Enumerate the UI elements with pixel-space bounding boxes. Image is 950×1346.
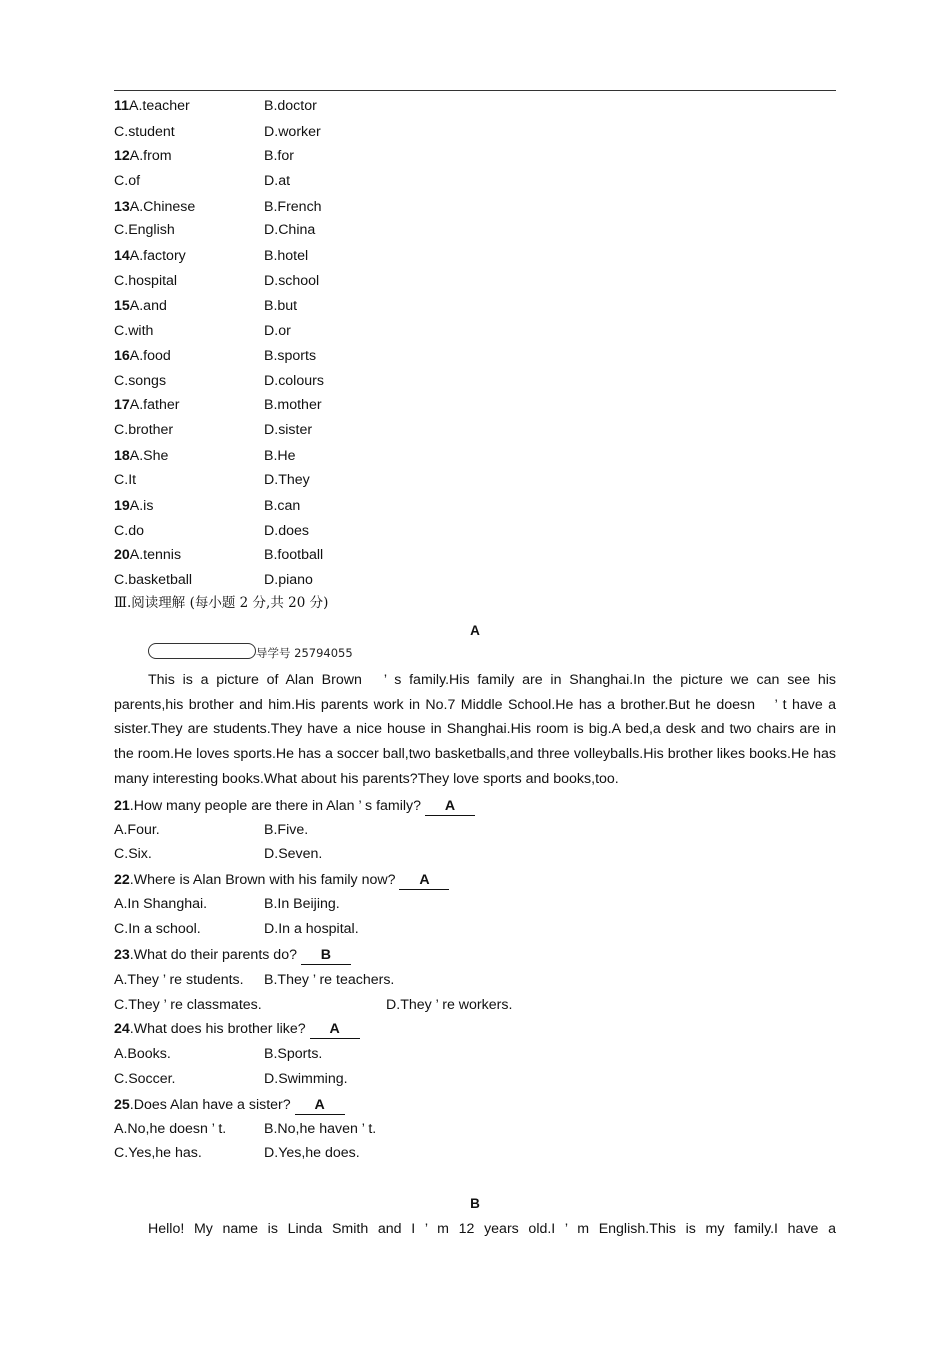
question-stem: 25.Does Alan have a sister? A bbox=[114, 1094, 345, 1116]
answer-blank: A bbox=[399, 873, 449, 890]
passage-a-label: A bbox=[470, 623, 480, 638]
guide-number: 导学号 25794055 bbox=[256, 646, 353, 660]
passage-a-text: This is a picture of Alan Brown ’ s family.His family are in Shanghai.In the picture we can see his parents,his brother and him.His parents work in No.7 Middle School.He has a brother.But he doesn ’ t have a sister.They are students.They have a nice house in Shanghai.His room is big.A bed,a desk and two chairs are in the room.He loves sports.He has a soccer ball,two basketballs,and three volleyballs.His brother likes books.He has many interesting books.What about his parents?They love sports and books,too. bbox=[114, 672, 836, 787]
section-heading: Ⅲ.阅读理解 (每小题 2 分,共 20 分) bbox=[114, 595, 329, 611]
guide-number-box bbox=[148, 643, 256, 659]
question-stem: 22.Where is Alan Brown with his family now? A bbox=[114, 869, 449, 891]
answer-blank: A bbox=[310, 1022, 360, 1039]
passage-b-text: Hello! My name is Linda Smith and I ’ m 12 years old.I ’ m English.This is my family.I have a bbox=[148, 1221, 836, 1237]
answer-blank: A bbox=[425, 799, 475, 816]
question-stem: 24.What does his brother like? A bbox=[114, 1018, 360, 1040]
answer-blank: B bbox=[301, 948, 351, 965]
passage-b-label: B bbox=[470, 1196, 480, 1211]
question-stem: 21.How many people are there in Alan ’ s family? A bbox=[114, 795, 475, 817]
answer-blank: A bbox=[295, 1098, 345, 1115]
header-rule bbox=[114, 90, 836, 91]
question-stem: 23.What do their parents do? B bbox=[114, 944, 351, 966]
